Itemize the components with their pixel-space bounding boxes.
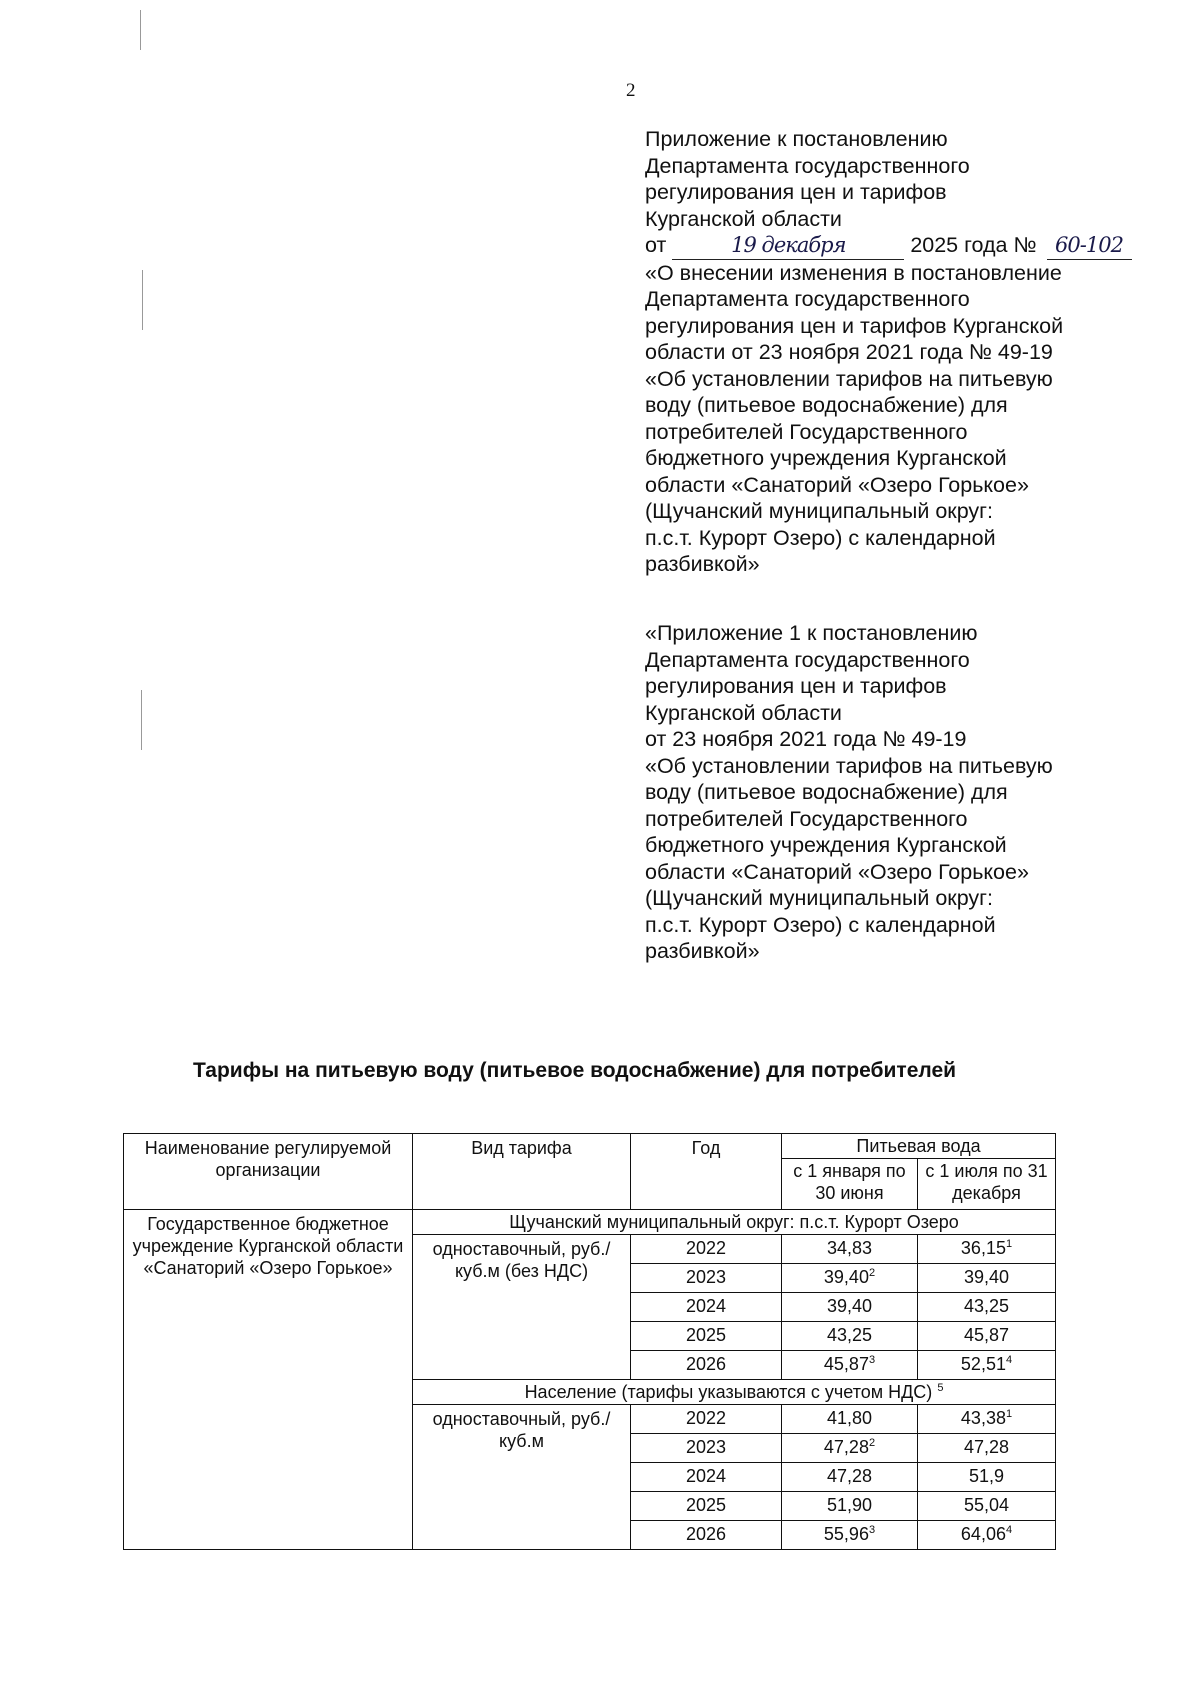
year-cell: 2022 [631, 1405, 782, 1434]
tariff-second-half [918, 1521, 1056, 1550]
appendix-intro-subject-line: регулирования цен и тарифов Курганской [645, 313, 1064, 338]
value: 39,40 [963, 1267, 1010, 1287]
tariff-first-half [782, 1434, 918, 1463]
tariff-second-half [918, 1405, 1056, 1434]
scan-margin-mark [141, 690, 142, 750]
appendix-intro-subject-line: «О внесении изменения в постановление [645, 260, 1062, 285]
header-tariff-type: Вид тарифа [413, 1134, 631, 1210]
value: 39,40 [826, 1296, 873, 1316]
appendix-original-block [645, 620, 1125, 965]
tariff-first-half [782, 1463, 918, 1492]
footnote-mark: 2 [868, 1267, 876, 1279]
tariff-first-half [782, 1405, 918, 1434]
appendix-intro-block [645, 126, 1125, 578]
appendix-intro-subject-line: «Об установлении тарифов на питьевую [645, 366, 1053, 391]
tariff-second-half [918, 1351, 1056, 1380]
appendix-original-line: регулирования цен и тарифов [645, 674, 947, 698]
value: 64,06 [960, 1524, 1006, 1544]
appendix-original-line: «Приложение 1 к постановлению [645, 621, 978, 645]
year-cell: 2025 [631, 1322, 782, 1351]
value: 47,28 [826, 1466, 873, 1486]
tariff-first-half [782, 1322, 918, 1351]
appendix-original-line: (Щучанский муниципальный округ: [645, 886, 993, 910]
appendix-original-line: воду (питьевое водоснабжение) для [645, 780, 1008, 804]
tariff-second-half [918, 1434, 1056, 1463]
appendix-intro-line: Департамента государственного [645, 153, 970, 178]
value: 47,28 [963, 1437, 1010, 1457]
appendix-original-line: Курганской области [645, 700, 842, 725]
value: 47,28 [823, 1437, 869, 1457]
tariff-second-half [918, 1463, 1056, 1492]
appendix-intro-line: Приложение к постановлению [645, 127, 948, 151]
year-cell: 2024 [631, 1293, 782, 1322]
appendix-intro-subject-line: (Щучанский муниципальный округ: [645, 499, 993, 523]
section-heading-row [124, 1210, 1056, 1235]
date-prefix: от [645, 233, 667, 257]
header-period-second-half: с 1 июля по 31 декабря [918, 1159, 1056, 1210]
appendix-original-line: бюджетного учреждения Курганской [645, 833, 1007, 857]
appendix-original-line: разбивкой» [645, 939, 760, 963]
scan-margin-mark [142, 270, 143, 330]
year-cell: 2022 [631, 1235, 782, 1264]
value: 39,40 [823, 1267, 869, 1287]
table-header-row [124, 1134, 1056, 1159]
tariff-second-half [918, 1264, 1056, 1293]
tariff-second-half [918, 1492, 1056, 1521]
footnote-mark: 4 [1005, 1354, 1013, 1366]
scan-margin-mark [140, 10, 141, 50]
tariff-first-half [782, 1521, 918, 1550]
section-heading-text: Щучанский муниципальный округ: п.с.т. Курорт Озеро [509, 1212, 959, 1232]
appendix-original-line: области «Санаторий «Озеро Горькое» [645, 859, 1029, 884]
tariff-second-half [918, 1235, 1056, 1264]
value: 55,04 [963, 1495, 1010, 1515]
tariff-first-half [782, 1351, 918, 1380]
tariff-second-half [918, 1293, 1056, 1322]
footnote-mark: 3 [868, 1524, 876, 1536]
header-drinking-water: Питьевая вода [782, 1134, 1056, 1159]
tariff-first-half [782, 1264, 918, 1293]
page-number: 2 [626, 80, 636, 101]
organization-name: Государственное бюджетное учреждение Курганской области «Санаторий «Озеро Горькое» [124, 1210, 413, 1550]
appendix-intro-subject-line: бюджетного учреждения Курганской [645, 446, 1007, 470]
year-cell: 2026 [631, 1521, 782, 1550]
section-heading [413, 1380, 1056, 1405]
value: 43,38 [960, 1408, 1006, 1428]
appendix-intro-subject-line: области от 23 ноября 2021 года № 49-19 [645, 340, 1053, 364]
appendix-intro-subject-line: потребителей Государственного [645, 419, 968, 444]
tariff-first-half [782, 1235, 918, 1264]
document-title: Тарифы на питьевую воду (питьевое водоснабжение) для потребителей [193, 1059, 957, 1082]
appendix-original-line: «Об установлении тарифов на питьевую [645, 753, 1053, 778]
tariff-first-half [782, 1293, 918, 1322]
appendix-intro-subject-line: воду (питьевое водоснабжение) для [645, 393, 1008, 417]
year-cell: 2024 [631, 1463, 782, 1492]
footnote-mark: 3 [868, 1354, 876, 1366]
appendix-intro-line: Курганской области [645, 206, 842, 231]
value: 55,96 [823, 1524, 869, 1544]
year-cell: 2023 [631, 1264, 782, 1293]
tariff-first-half [782, 1492, 918, 1521]
appendix-intro-subject-line: п.с.т. Курорт Озеро) с календарной [645, 525, 996, 550]
value: 43,25 [826, 1325, 873, 1345]
year-cell: 2023 [631, 1434, 782, 1463]
value: 52,51 [960, 1354, 1006, 1374]
year-cell: 2025 [631, 1492, 782, 1521]
value: 51,90 [826, 1495, 873, 1515]
appendix-intro-subject-line: разбивкой» [645, 552, 760, 576]
value: 51,9 [968, 1466, 1005, 1486]
footnote-mark: 2 [868, 1437, 876, 1449]
header-organization: Наименование регулируемой организации [124, 1134, 413, 1210]
tariff-type: одноставочный, руб./куб.м (без НДС) [413, 1235, 631, 1380]
appendix-intro-subject-line: области «Санаторий «Озеро Горькое» [645, 472, 1029, 497]
footnote-mark: 1 [1005, 1408, 1013, 1420]
section-heading-text: Население (тарифы указываются с учетом НДС) [524, 1382, 933, 1402]
appendix-original-line: п.с.т. Курорт Озеро) с календарной [645, 912, 996, 937]
appendix-intro-line: регулирования цен и тарифов [645, 180, 947, 204]
value: 41,80 [826, 1408, 873, 1428]
tariff-second-half [918, 1322, 1056, 1351]
section-heading [413, 1210, 1056, 1235]
value: 34,83 [826, 1238, 873, 1258]
appendix-original-line: потребителей Государственного [645, 806, 968, 831]
handwritten-date: 19 декабря [672, 232, 904, 260]
section-heading-footnote: 5 [937, 1382, 944, 1394]
tariffs-table [123, 1133, 1056, 1550]
appendix-original-line: Департамента государственного [645, 647, 970, 672]
year-cell: 2026 [631, 1351, 782, 1380]
appendix-original-line: от 23 ноября 2021 года № 49-19 [645, 727, 967, 751]
footnote-mark: 1 [1005, 1238, 1013, 1250]
tariff-type: одноставочный, руб./куб.м [413, 1405, 631, 1550]
header-period-first-half: с 1 января по 30 июня [782, 1159, 918, 1210]
value: 45,87 [963, 1325, 1010, 1345]
year-text: 2025 года № [910, 233, 1037, 257]
value: 45,87 [823, 1354, 869, 1374]
value: 36,15 [960, 1238, 1006, 1258]
handwritten-number: 60-102 [1047, 232, 1132, 260]
footnote-mark: 4 [1005, 1524, 1013, 1536]
date-number-row [645, 232, 1125, 260]
value: 43,25 [963, 1296, 1010, 1316]
appendix-intro-subject-line: Департамента государственного [645, 287, 970, 311]
header-year: Год [631, 1134, 782, 1210]
